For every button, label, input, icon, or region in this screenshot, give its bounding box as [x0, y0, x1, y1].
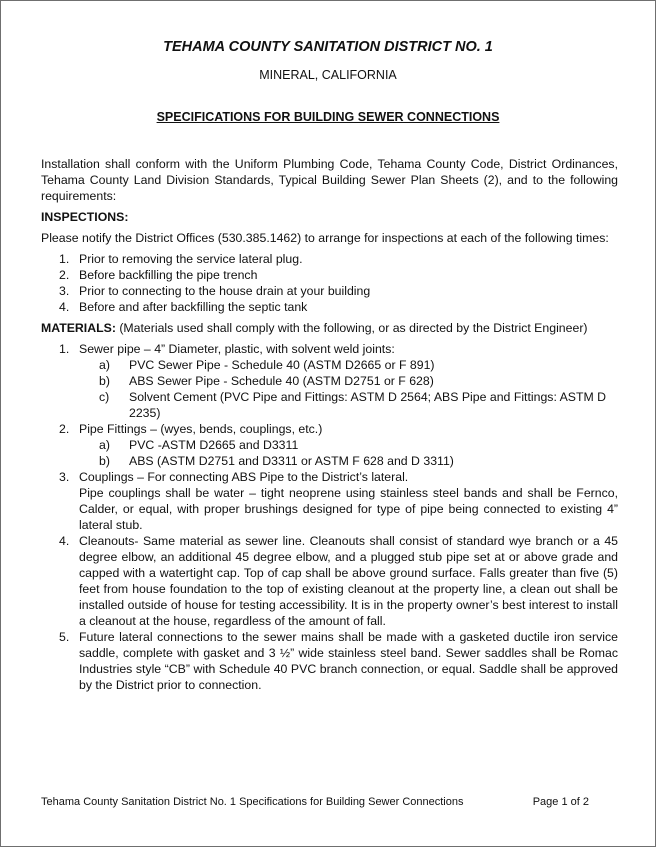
intro-paragraph: Installation shall conform with the Uniform Plumbing Code, Tehama County Code, District Ordinances, Tehama County Land Division Standards, Typical Building Sewer Plan Sheets (2), and to the following requirements: — [41, 157, 618, 203]
materials-note: (Materials used shall comply with the following, or as directed by the District Engineer) — [115, 321, 588, 335]
list-item — [41, 469, 618, 533]
item-text: Cleanouts- Same material as sewer line. Cleanouts shall consist of standard wye branch or a 45 degree elbow, an additional 45 degree elbow, and a plugged stub pipe set at or above grade and capped with a watertight cap. Top of cap shall be above ground surface. Falls greater than five (5) feet from house foundation to the top of existing cleanout at the property line, a clean out shall be installed outside of house for testing accessibility. It is in the property owner’s best interest to install a cleanout at the house, regardless of the amount of fall. — [79, 534, 618, 628]
item-text: Pipe Fittings – (wyes, bends, couplings, etc.) — [79, 422, 323, 436]
list-item — [41, 299, 618, 315]
item-text: Future lateral connections to the sewer mains shall be made with a gasketed ductile iron service saddle, complete with gasket and 3 ½” wide stainless steel band. Sewer saddles shall be Romac Industries style “CB” with Schedule 40 PVC branch connection, or equal. Saddle shall be approved by the District prior to connection. — [79, 630, 618, 692]
inspections-text: Please notify the District Offices (530.385.1462) to arrange for inspections at each of the following times: — [41, 231, 609, 245]
sub-item-letter: a) — [99, 438, 110, 452]
item-number: 1. — [59, 252, 70, 266]
sub-list — [79, 357, 618, 421]
materials-title: MATERIALS: — [41, 321, 116, 335]
list-item — [41, 533, 618, 629]
sub-list-item — [79, 453, 618, 469]
item-number: 4. — [59, 300, 70, 314]
inspections-title: INSPECTIONS: — [41, 210, 129, 224]
sub-list — [79, 437, 618, 469]
materials-list — [41, 341, 618, 693]
list-item — [41, 341, 618, 421]
document-body — [41, 156, 618, 693]
list-item — [41, 267, 618, 283]
sub-item-letter: c) — [99, 390, 110, 404]
sub-item-text: ABS Sewer Pipe - Schedule 40 (ASTM D2751 or F 628) — [129, 374, 434, 388]
sub-item-letter: b) — [99, 454, 110, 468]
item-detail-text: Pipe couplings shall be water – tight neoprene using stainless steel bands and shall be Fernco, Calder, or equal, with proper brushings designed for type of pipe being connected to existing 4” lateral stub. — [79, 486, 618, 532]
materials-heading — [41, 320, 618, 336]
document-subtitle: MINERAL, CALIFORNIA — [259, 68, 397, 82]
section-heading: SPECIFICATIONS FOR BUILDING SEWER CONNECTIONS — [156, 110, 500, 124]
list-item — [41, 283, 618, 299]
list-item — [41, 629, 618, 693]
sub-item-letter: b) — [99, 374, 110, 388]
item-number: 5. — [59, 630, 70, 644]
item-number: 2. — [59, 422, 70, 436]
item-number: 1. — [59, 342, 70, 356]
item-text: Before and after backfilling the septic tank — [79, 300, 308, 314]
list-item — [41, 421, 618, 469]
footer-title: Tehama County Sanitation District No. 1 Specifications for Building Sewer Connections — [41, 796, 464, 808]
sub-item-text: ABS (ASTM D2751 and D3311 or ASTM F 628 and D 3311) — [129, 454, 454, 468]
sub-list-item — [79, 437, 618, 453]
document-title: TEHAMA COUNTY SANITATION DISTRICT NO. 1 — [163, 39, 493, 55]
item-number: 4. — [59, 534, 70, 548]
item-text: Couplings – For connecting ABS Pipe to the District’s lateral. — [79, 470, 409, 484]
sub-item-text: PVC -ASTM D2665 and D3311 — [129, 438, 299, 452]
sub-list-item — [79, 389, 618, 421]
item-number: 2. — [59, 268, 70, 282]
item-number: 3. — [59, 470, 70, 484]
item-text: Before backfilling the pipe trench — [79, 268, 258, 282]
list-item — [41, 251, 618, 267]
sub-list-item — [79, 373, 618, 389]
sub-item-letter: a) — [99, 358, 110, 372]
page-number: Page 1 of 2 — [532, 796, 589, 808]
item-text: Sewer pipe – 4” Diameter, plastic, with solvent weld joints: — [79, 342, 395, 356]
item-number: 3. — [59, 284, 70, 298]
item-text: Prior to connecting to the house drain at your building — [79, 284, 371, 298]
item-text: Prior to removing the service lateral plug. — [79, 252, 303, 266]
sub-item-text: Solvent Cement (PVC Pipe and Fittings: ASTM D 2564; ABS Pipe and Fittings: ASTM D 2235) — [129, 390, 607, 420]
inspections-list — [41, 251, 618, 315]
sub-item-text: PVC Sewer Pipe - Schedule 40 (ASTM D2665 or F 891) — [129, 358, 435, 372]
sub-list-item — [79, 357, 618, 373]
